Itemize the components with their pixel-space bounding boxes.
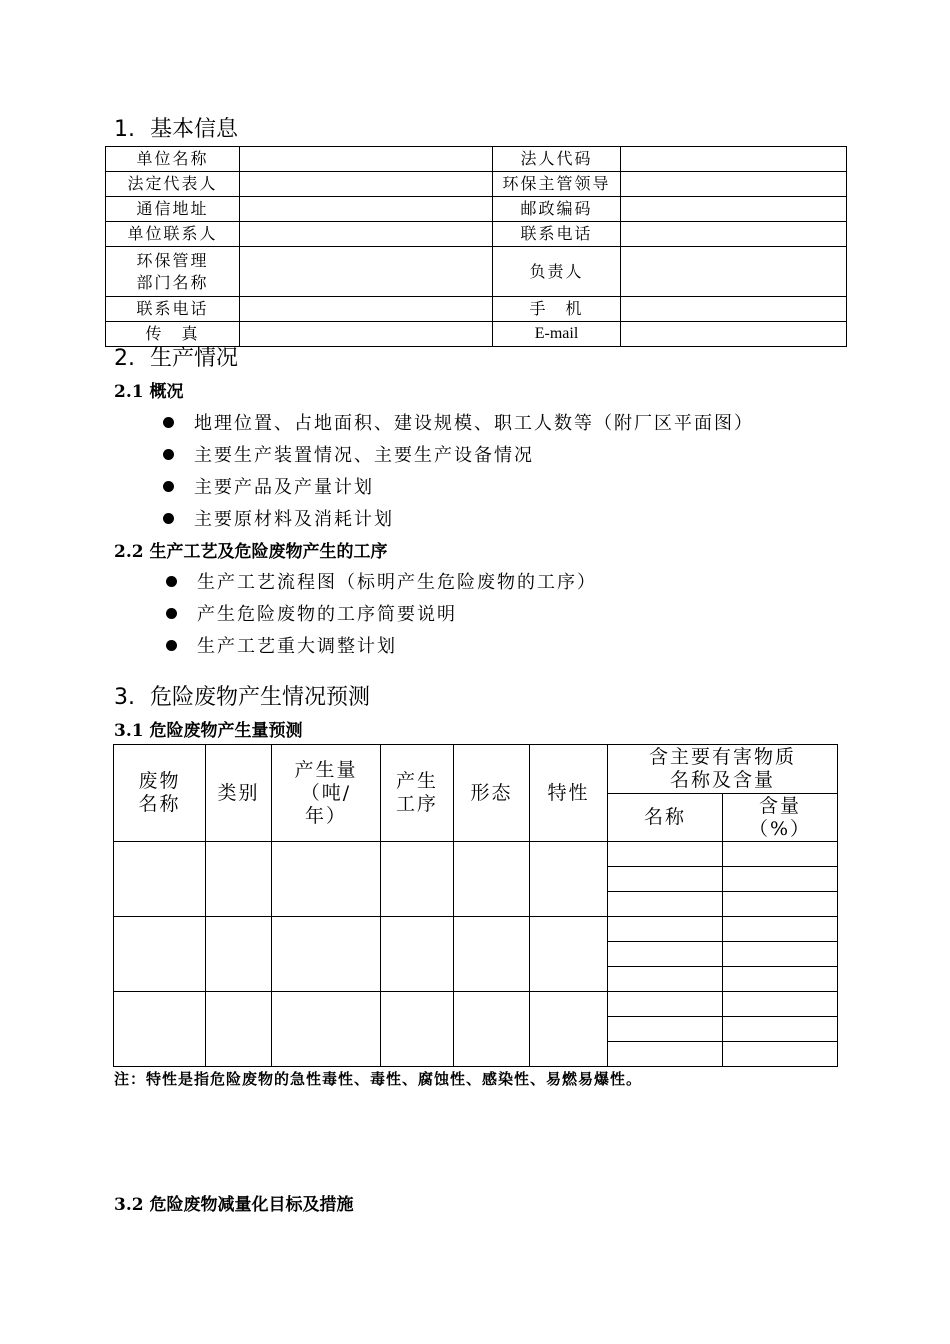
table-row (106, 222, 847, 247)
value-cell[interactable] (621, 247, 847, 297)
bullet-icon (163, 417, 174, 428)
data-cell[interactable] (608, 1042, 723, 1067)
data-cell[interactable] (608, 842, 723, 867)
subsection-2-1-heading: 2.1 概况 (114, 382, 184, 402)
section-title: 危险废物产生情况预测 (150, 685, 371, 710)
label-cell: 法定代表人 (106, 172, 240, 197)
data-cell[interactable] (381, 992, 454, 1067)
data-cell[interactable] (608, 867, 723, 892)
header-line: 年） (304, 804, 347, 827)
label-cell (106, 247, 240, 297)
table-row (106, 197, 847, 222)
table-row (106, 297, 847, 322)
data-cell[interactable] (114, 842, 206, 917)
label-cell: 邮政编码 (493, 197, 621, 222)
label-cell: 法人代码 (493, 147, 621, 172)
value-cell[interactable] (240, 297, 493, 322)
header-sub-name: 名称 (608, 794, 723, 842)
bullet-icon (166, 640, 177, 651)
header-line: 含量 (759, 794, 802, 817)
table-row (106, 172, 847, 197)
data-cell[interactable] (206, 842, 272, 917)
data-cell[interactable] (530, 917, 608, 992)
label-cell: 单位名称 (106, 147, 240, 172)
data-cell[interactable] (530, 842, 608, 917)
header-line: 工序 (395, 793, 438, 815)
list-item-text: 主要生产装置情况、主要生产设备情况 (194, 445, 534, 466)
list-item (163, 508, 394, 532)
label-cell: 联系电话 (106, 297, 240, 322)
list-item (166, 603, 457, 627)
header-sub-content (723, 794, 838, 842)
data-cell[interactable] (272, 917, 381, 992)
data-cell[interactable] (381, 917, 454, 992)
data-cell[interactable] (206, 917, 272, 992)
bullet-icon (166, 608, 177, 619)
label-cell: 单位联系人 (106, 222, 240, 247)
label-cell: 环保主管领导 (493, 172, 621, 197)
data-cell[interactable] (608, 917, 723, 942)
data-cell[interactable] (608, 967, 723, 992)
list-item (163, 476, 374, 500)
section-number: 1. (114, 117, 135, 142)
list-item-text: 生产工艺重大调整计划 (197, 636, 397, 657)
header-form: 形态 (454, 745, 530, 842)
header-waste-name (114, 745, 206, 842)
value-cell[interactable] (240, 147, 493, 172)
label-cell: 负责人 (493, 247, 621, 297)
header-process (381, 745, 454, 842)
header-property: 特性 (530, 745, 608, 842)
table-row (106, 322, 847, 347)
data-cell[interactable] (723, 917, 838, 942)
value-cell[interactable] (240, 322, 493, 347)
header-line: （%） (748, 817, 812, 840)
data-cell[interactable] (723, 967, 838, 992)
bullet-icon (163, 513, 174, 524)
list-item-text: 地理位置、占地面积、建设规模、职工人数等（附厂区平面图） (194, 413, 754, 434)
value-cell[interactable] (621, 147, 847, 172)
value-cell[interactable] (240, 197, 493, 222)
bullet-icon (163, 481, 174, 492)
data-cell[interactable] (454, 917, 530, 992)
label-line: 部门名称 (136, 272, 209, 292)
header-line: 名称及含量 (670, 769, 776, 791)
data-cell[interactable] (723, 892, 838, 917)
data-cell[interactable] (723, 1042, 838, 1067)
list-item (163, 444, 534, 468)
data-cell[interactable] (114, 917, 206, 992)
data-cell[interactable] (381, 842, 454, 917)
header-harmful-substance (608, 745, 838, 794)
data-cell[interactable] (454, 842, 530, 917)
section-title: 生产情况 (150, 346, 239, 371)
data-cell[interactable] (723, 867, 838, 892)
waste-prediction-table (113, 744, 838, 1067)
value-cell[interactable] (621, 172, 847, 197)
value-cell[interactable] (240, 247, 493, 297)
value-cell[interactable] (621, 197, 847, 222)
data-cell[interactable] (723, 992, 838, 1017)
header-line: 含主要有害物质 (649, 746, 797, 768)
bullet-icon (166, 576, 177, 587)
list-item (166, 571, 597, 595)
header-line: 产生量 (294, 758, 358, 781)
label-cell: 手 机 (493, 297, 621, 322)
list-item-text: 生产工艺流程图（标明产生危险废物的工序） (197, 572, 597, 593)
bullet-icon (163, 449, 174, 460)
data-cell[interactable] (608, 1017, 723, 1042)
subsection-2-2-heading: 2.2 生产工艺及危险废物产生的工序 (114, 542, 388, 562)
section-number: 3. (114, 685, 135, 710)
table-row (106, 247, 847, 297)
section-2-heading (114, 346, 238, 372)
table-row (114, 842, 838, 867)
value-cell[interactable] (621, 322, 847, 347)
data-cell[interactable] (723, 942, 838, 967)
table-row (106, 147, 847, 172)
list-item (163, 412, 754, 436)
value-cell[interactable] (240, 172, 493, 197)
value-cell[interactable] (621, 297, 847, 322)
data-cell[interactable] (272, 842, 381, 917)
basic-info-table (105, 146, 847, 347)
label-line: 环保管理 (136, 250, 209, 270)
table-note: 注：特性是指危险废物的急性毒性、毒性、腐蚀性、感染性、易燃易爆性。 (114, 1070, 643, 1088)
list-item-text: 产生危险废物的工序简要说明 (197, 604, 457, 625)
data-cell[interactable] (723, 842, 838, 867)
header-line: 产生 (395, 770, 438, 792)
label-cell: 通信地址 (106, 197, 240, 222)
section-1-heading (114, 117, 238, 143)
header-row (114, 745, 838, 794)
data-cell[interactable] (206, 992, 272, 1067)
list-item-text: 主要产品及产量计划 (194, 477, 374, 498)
subsection-3-2-heading: 3.2 危险废物减量化目标及措施 (114, 1195, 354, 1215)
header-line: （吨/ (300, 781, 352, 804)
subsection-3-1-heading: 3.1 危险废物产生量预测 (114, 721, 303, 741)
label-cell: 联系电话 (493, 222, 621, 247)
data-cell[interactable] (723, 1017, 838, 1042)
data-cell[interactable] (608, 892, 723, 917)
header-category: 类别 (206, 745, 272, 842)
header-line: 名称 (138, 793, 181, 815)
data-cell[interactable] (114, 992, 206, 1067)
list-item (166, 635, 397, 659)
value-cell[interactable] (621, 222, 847, 247)
value-cell[interactable] (240, 222, 493, 247)
data-cell[interactable] (272, 992, 381, 1067)
section-title: 基本信息 (150, 117, 239, 142)
table-row (114, 917, 838, 942)
table-row (114, 992, 838, 1017)
header-line: 废物 (138, 770, 181, 792)
data-cell[interactable] (454, 992, 530, 1067)
header-amount (272, 745, 381, 842)
label-cell: 传 真 (106, 322, 240, 347)
section-number: 2. (114, 346, 135, 371)
data-cell[interactable] (608, 992, 723, 1017)
data-cell[interactable] (530, 992, 608, 1067)
data-cell[interactable] (608, 942, 723, 967)
label-cell: E-mail (493, 322, 621, 347)
list-item-text: 主要原材料及消耗计划 (194, 509, 394, 530)
section-3-heading (114, 685, 370, 711)
